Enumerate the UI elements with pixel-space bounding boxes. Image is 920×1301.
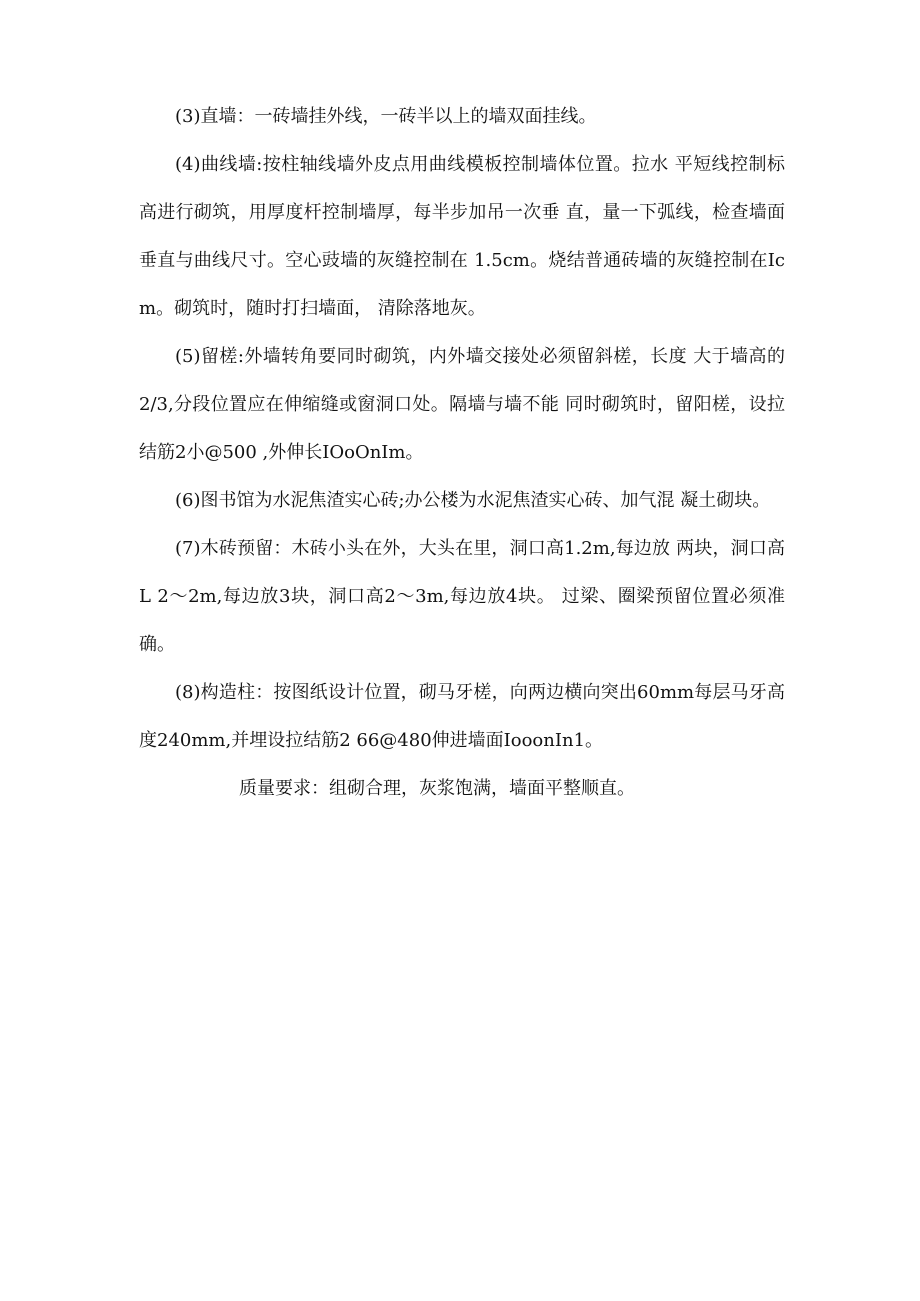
paragraph-7-wood-bricks: (7)木砖预留：木砖小头在外，大头在里，洞口高1.2m,每边放 两块，洞口高L 2〜2m,每边放3块，洞口高2〜3m,每边放4块。 过梁、圈梁预留位置必须准确。 <box>139 538 785 655</box>
paragraph-8-structural-column: (8)构造柱：按图纸设计位置，砌马牙槎，向两边横向突出60mm每层马牙高度240mm,并埋设拉结筋2 66@480伸进墙面IooonIn1。 <box>139 682 785 751</box>
quality-requirements: 质量要求：组砌合理，灰浆饱满，墙面平整顺直。 <box>239 778 635 799</box>
paragraph-3-straight-wall: (3)直墙：一砖墙挂外线，一砖半以上的墙双面挂线。 <box>175 106 597 127</box>
paragraph-6-materials: (6)图书馆为水泥焦渣实心砖;办公楼为水泥焦渣实心砖、加气混 凝土砌块。 <box>175 490 771 511</box>
paragraph-5-toothing: (5)留槎:外墙转角要同时砌筑，内外墙交接处必须留斜槎，长度 大于墙高的2/3,分段位置应在伸缩缝或窗洞口处。隔墙与墙不能 同时砌筑时，留阳槎，设拉结筋2小@500 ,外伸长IOoOnIm。 <box>139 346 785 463</box>
document-body <box>139 93 785 813</box>
paragraph-4-curved-wall: (4)曲线墙:按柱轴线墙外皮点用曲线模板控制墙体位置。拉水 平短线控制标高进行砌筑，用厚度杆控制墙厚，每半步加吊一次垂 直，量一下弧线，检查墙面垂直与曲线尺寸。空心豉墙的灰缝控制在 1.5cm。烧结普通砖墙的灰缝控制在Icm。砌筑时，随时打扫墙面， 清除落地灰。 <box>139 154 785 319</box>
